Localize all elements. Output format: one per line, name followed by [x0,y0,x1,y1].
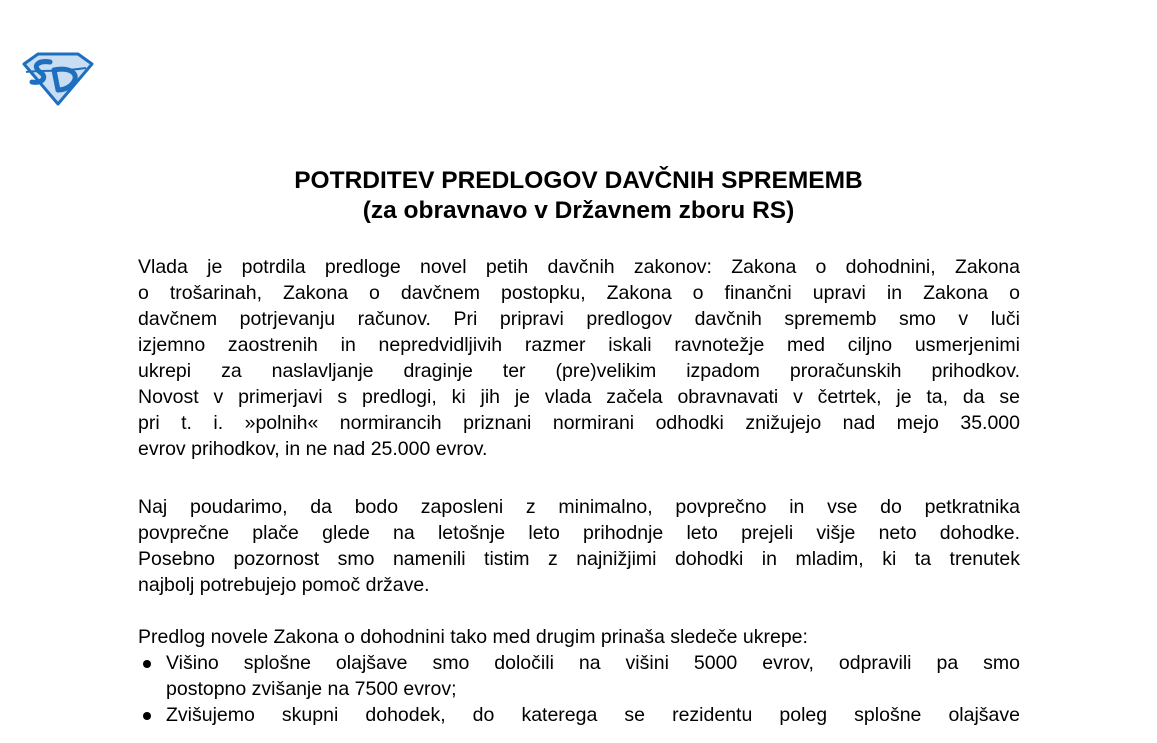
paragraph-line: Novost v primerjavi s predlogi, ki jih je vlada začela obravnavati v četrtek, je ta, da se [138,386,1020,408]
sd-shield-logo [20,50,96,106]
bullet-icon [143,712,151,720]
paragraph-line: najbolj potrebujejo pomoč države. [138,574,430,596]
bullet-line: Zvišujemo skupni dohodek, do katerega se rezidentu poleg splošne olajšave [166,704,1020,726]
paragraph-line: Posebno pozornost smo namenili tistim z najnižjimi dohodki in mladim, ki ta trenutek [138,548,1020,570]
paragraph-line: evrov prihodkov, in ne nad 25.000 evrov. [138,438,488,460]
bullet-line: postopno zvišanje na 7500 evrov; [166,678,457,700]
bullet-icon [143,660,151,668]
paragraph-line: davčnem potrjevanju računov. Pri pripravi predlogov davčnih sprememb smo v luči [138,308,1020,330]
paragraph-line: pri t. i. »polnih« normirancih priznani normirani odhodki znižujejo nad mejo 35.000 [138,412,1020,434]
paragraph-line: Naj poudarimo, da bodo zaposleni z minimalno, povprečno in vse do petkratnika [138,496,1020,518]
list-intro: Predlog novele Zakona o dohodnini tako med drugim prinaša sledeče ukrepe: [138,626,808,648]
paragraph-line: ukrepi za naslavljanje draginje ter (pre)velikim izpadom proračunskih prihodkov. [138,360,1020,382]
paragraph-line: Vlada je potrdila predloge novel petih davčnih zakonov: Zakona o dohodnini, Zakona [138,256,1020,278]
paragraph-3 [138,624,1020,728]
paragraph-2 [138,494,1020,598]
document-subtitle: (za obravnavo v Državnem zboru RS) [362,197,795,224]
bullet-list-item [138,702,1020,728]
bullet-list-item [138,650,1020,702]
paragraph-line: o trošarinah, Zakona o davčnem postopku, Zakona o finančni upravi in Zakona o [138,282,1020,304]
document-title: POTRDITEV PREDLOGOV DAVČNIH SPREMEMB [294,167,863,194]
paragraph-line: izjemno zaostrenih in nepredvidljivih razmer iskali ravnotežje med ciljno usmerjenimi [138,334,1020,356]
bullet-line: Višino splošne olajšave smo določili na višini 5000 evrov, odpravili pa smo [166,652,1020,674]
paragraph-1 [138,254,1020,462]
paragraph-line: povprečne plače glede na letošnje leto prihodnje leto prejeli višje neto dohodke. [138,522,1020,544]
